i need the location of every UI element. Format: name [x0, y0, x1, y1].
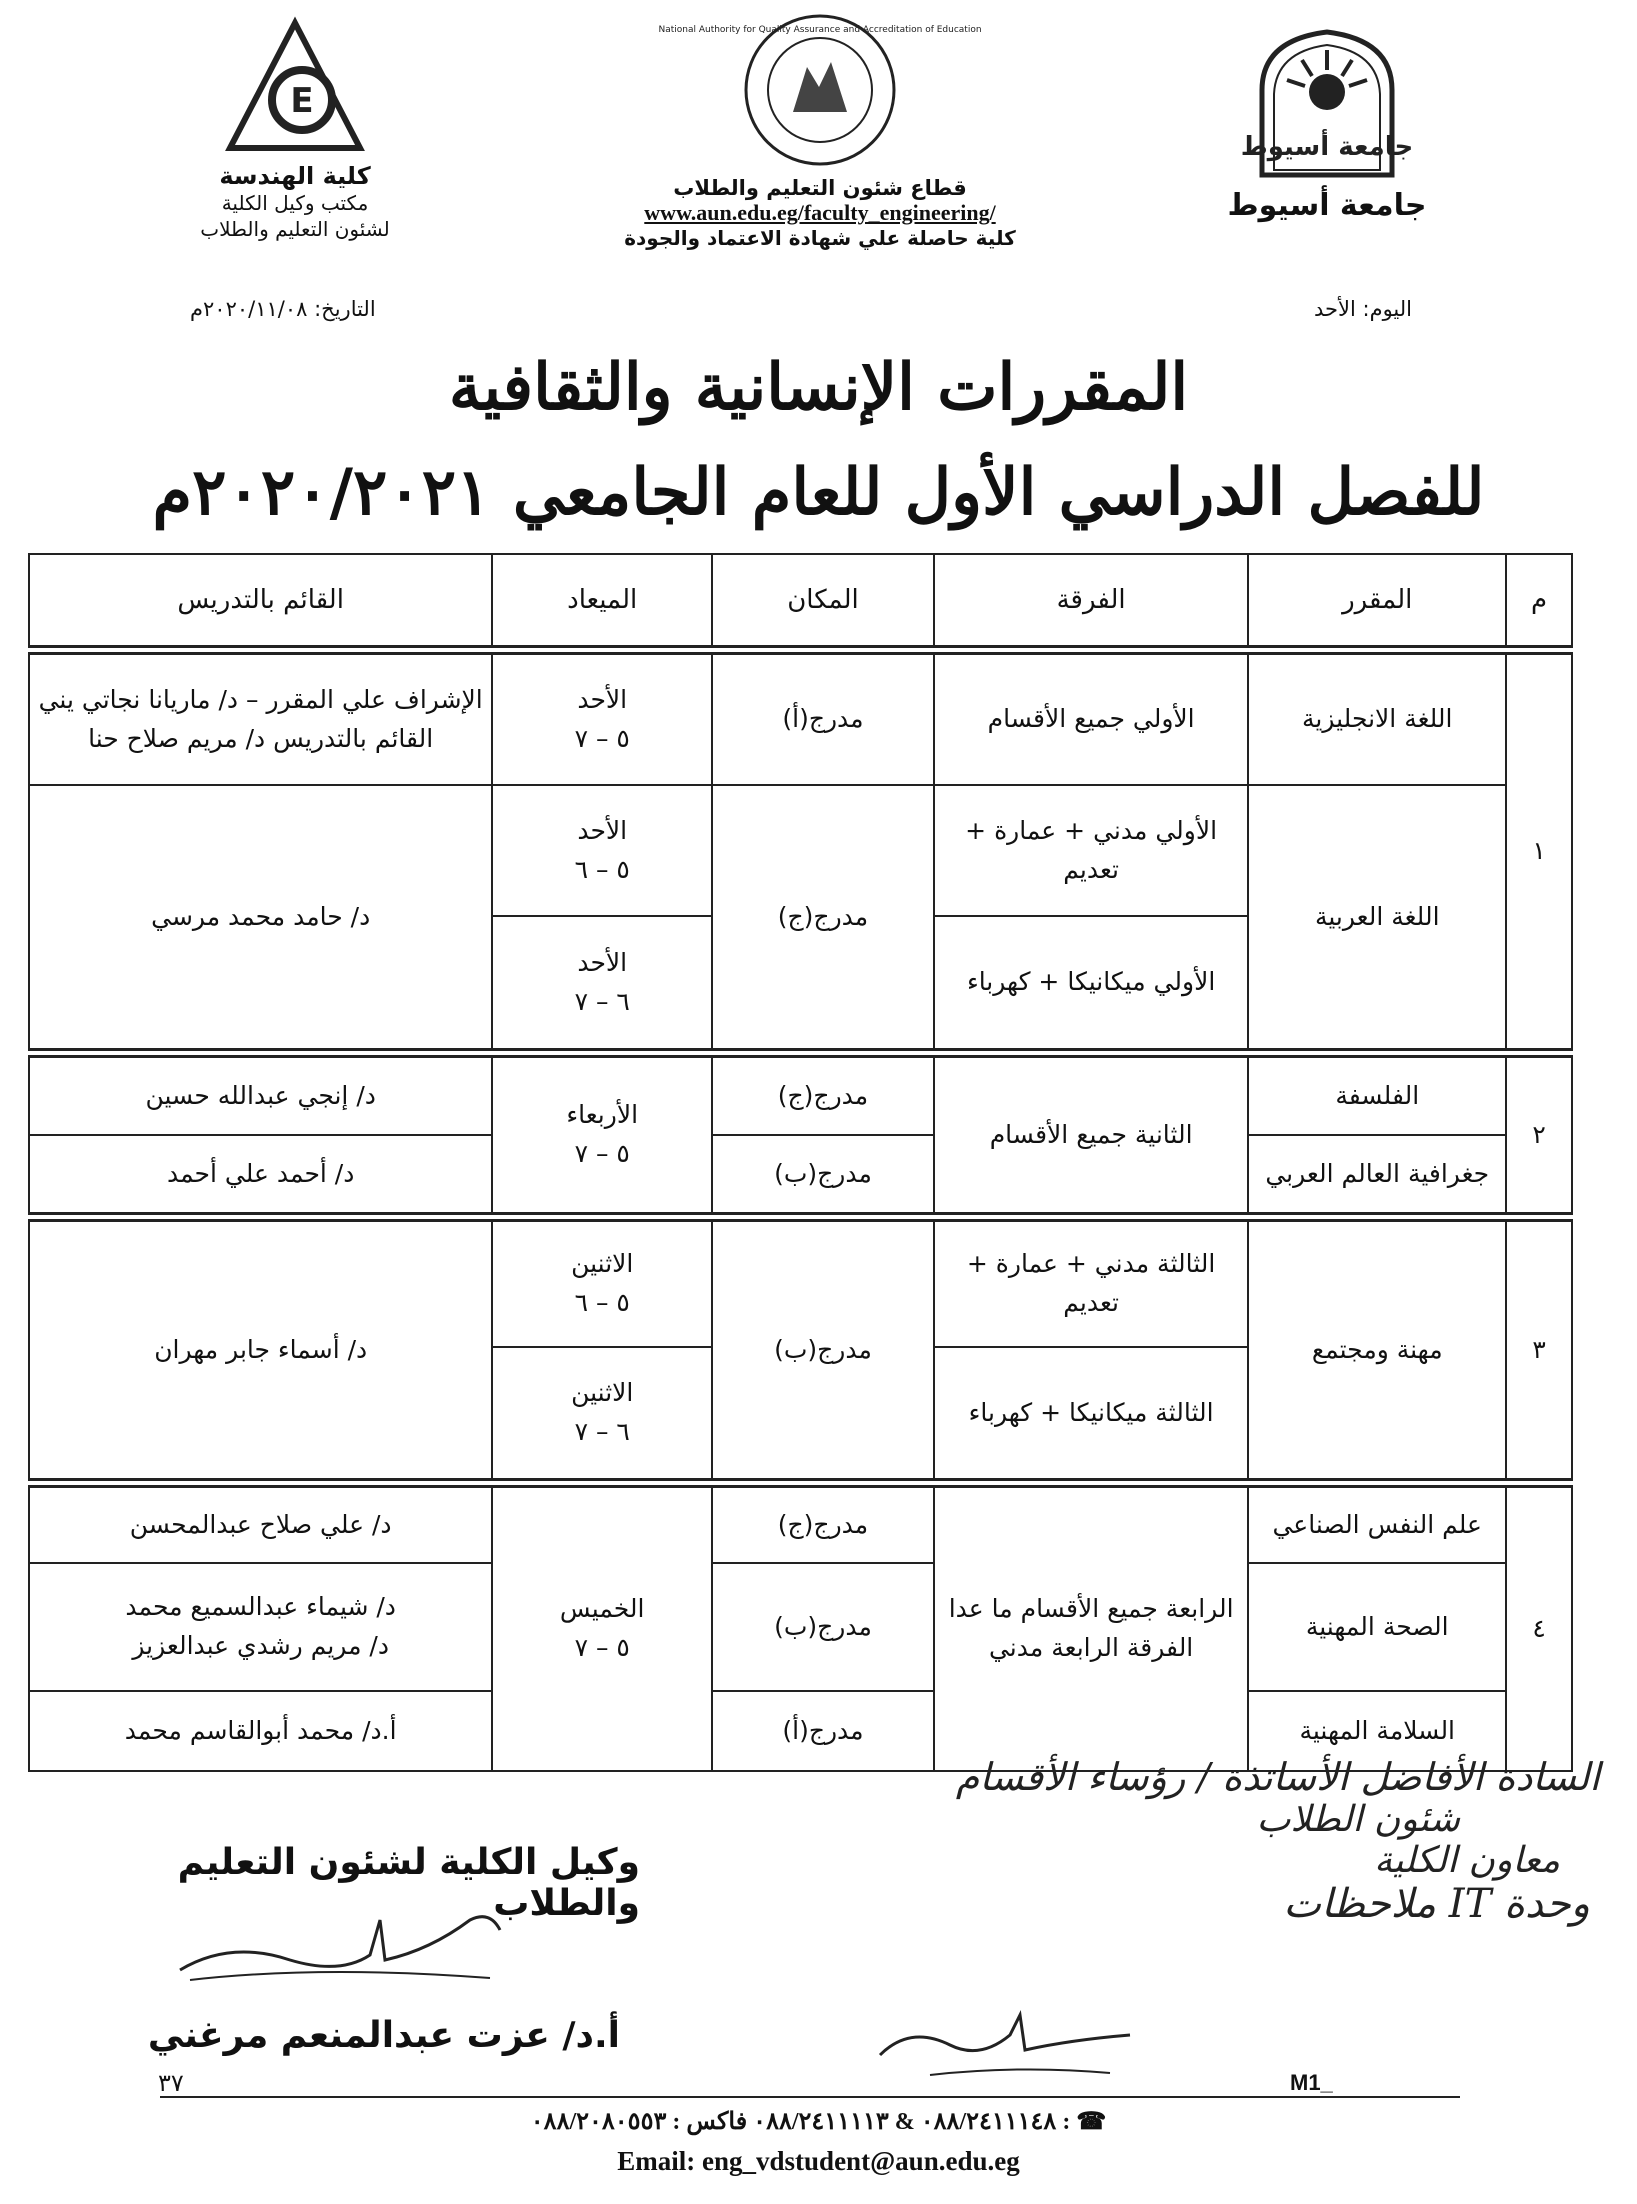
document-title: المقررات الإنسانية والثقافية: [448, 350, 1189, 425]
faculty-block: [180, 18, 410, 242]
time-cell: [492, 1347, 712, 1483]
university-block: [1227, 20, 1427, 223]
time-cell: [492, 785, 712, 916]
handwritten-line: وحدة IT ملاحظات: [1283, 1881, 1590, 1927]
place-cell: مدرج(ج): [712, 1053, 934, 1135]
place-cell: مدرج(ب): [712, 1217, 934, 1483]
center-header: [560, 12, 1080, 250]
table-row: [29, 650, 1572, 785]
place-cell: مدرج(ب): [712, 1563, 934, 1691]
approval-signature-icon: [870, 2005, 1150, 2085]
university-name: جامعة أسيوط: [1227, 188, 1427, 223]
course-cell: الصحة المهنية: [1248, 1563, 1506, 1691]
day-text: الخميس: [559, 1594, 645, 1624]
hours-text: ٥ – ٧: [574, 1139, 630, 1168]
row-number: ٢: [1506, 1053, 1572, 1217]
header-course: المقرر: [1248, 554, 1506, 650]
table-row: [29, 1053, 1572, 1135]
day-text: الاثنين: [571, 1378, 634, 1408]
table-row: [29, 1483, 1572, 1563]
hours-text: ٦ – ٧: [574, 1417, 630, 1446]
row-number: ١: [1506, 650, 1572, 1053]
faculty-website-link[interactable]: www.aun.edu.eg/faculty_engineering/: [644, 200, 996, 225]
svg-text:جامعة أسيوط: جامعة أسيوط: [1240, 132, 1414, 162]
course-cell: السلامة المهنية: [1248, 1691, 1506, 1771]
hours-text: ٥ – ٧: [574, 723, 630, 753]
table-row: [29, 1217, 1572, 1347]
svg-text:E: E: [290, 81, 314, 121]
handwritten-line: السادة الأفاضل الأساتذة / رؤساء الأقسام: [955, 1755, 1600, 1799]
level-cell: الأولي ميكانيكا + كهرباء: [934, 916, 1249, 1053]
handwritten-note: [860, 1755, 1600, 1927]
office-name: مكتب وكيل الكلية: [221, 191, 369, 215]
course-cell: الفلسفة: [1248, 1053, 1506, 1135]
place-cell: مدرج(أ): [712, 1691, 934, 1771]
course-cell: اللغة العربية: [1248, 785, 1506, 1053]
date-label: التاريخ: ٢٠٢٠/١١/٠٨م: [190, 297, 376, 321]
place-cell: مدرج(ب): [712, 1135, 934, 1217]
form-code: M1_: [1290, 2070, 1333, 2095]
time-cell: [492, 650, 712, 785]
place-cell: مدرج(ج): [712, 1483, 934, 1563]
day-text: الأربعاء: [566, 1100, 639, 1130]
instructor-text: القائم بالتدريس د/ مريم صلاح حنا: [88, 723, 434, 753]
day-text: الاثنين: [571, 1249, 634, 1279]
time-cell: [492, 916, 712, 1053]
sector-name: قطاع شئون التعليم والطلاب: [673, 176, 967, 200]
level-cell: الأولي جميع الأقسام: [934, 650, 1249, 785]
time-cell: [492, 1217, 712, 1347]
course-cell: علم النفس الصناعي: [1248, 1483, 1506, 1563]
row-number: ٤: [1506, 1483, 1572, 1771]
faculty-name: كلية الهندسة: [219, 162, 371, 190]
instructor-text: د/ مريم رشدي عبدالعزيز: [132, 1631, 389, 1660]
level-cell: الثالثة مدني + عمارة + تعديم: [934, 1217, 1249, 1347]
table-row: [29, 1135, 1572, 1217]
hours-text: ٥ – ٦: [574, 1288, 630, 1317]
instructor-cell: [29, 1563, 492, 1691]
instructor-cell: د/ أحمد علي أحمد: [29, 1135, 492, 1217]
instructor-cell: أ.د/ محمد أبوالقاسم محمد: [29, 1691, 492, 1771]
course-cell: مهنة ومجتمع: [1248, 1217, 1506, 1483]
document-subtitle: للفصل الدراسي الأول للعام الجامعي ٢٠٢٠/٢٠٢١م: [152, 455, 1485, 530]
header-place: المكان: [712, 554, 934, 650]
level-cell: الرابعة جميع الأقسام ما عدا الفرقة الرابعة مدني: [934, 1483, 1249, 1771]
header-level: الفرقة: [934, 554, 1249, 650]
handwritten-line: معاون الكلية: [1374, 1840, 1560, 1881]
time-cell: [492, 1053, 712, 1217]
day-text: الأحد: [577, 947, 628, 977]
instructor-cell: [29, 650, 492, 785]
handwritten-line: شئون الطلاب: [1256, 1799, 1460, 1840]
level-cell: الثانية جميع الأقسام: [934, 1053, 1249, 1217]
dean-name: أ.د/ عزت عبدالمنعم مرغني: [147, 2015, 620, 2056]
hours-text: ٥ – ٧: [574, 1633, 630, 1662]
accreditation-note: كلية حاصلة علي شهادة الاعتماد والجودة: [624, 226, 1016, 250]
instructor-cell: د/ إنجي عبدالله حسين: [29, 1053, 492, 1135]
course-cell: جغرافية العالم العربي: [1248, 1135, 1506, 1217]
instructor-cell: د/ علي صلاح عبدالمحسن: [29, 1483, 492, 1563]
level-cell: الأولي مدني + عمارة + تعديم: [934, 785, 1249, 916]
dean-signature-icon: [170, 1900, 510, 1990]
header-time: الميعاد: [492, 554, 712, 650]
day-label: اليوم: الأحد: [1314, 297, 1412, 321]
svg-text:National Authority for Quality: National Authority for Quality Assurance and Accreditation of Education: [658, 25, 982, 35]
time-cell: [492, 1483, 712, 1771]
schedule-table: [28, 553, 1573, 1772]
instructor-cell: د/ حامد محمد مرسي: [29, 785, 492, 1053]
header-num: م: [1506, 554, 1572, 650]
day-text: الأحد: [577, 815, 628, 845]
faculty-logo-icon: [220, 18, 370, 158]
place-cell: مدرج(أ): [712, 650, 934, 785]
row-number: ٣: [1506, 1217, 1572, 1483]
hours-text: ٦ – ٧: [574, 986, 630, 1016]
place-cell: مدرج(ج): [712, 785, 934, 1053]
table-row: [29, 785, 1572, 916]
accreditation-seal-icon: [658, 12, 982, 172]
contact-info: ☎ : ٠٨٨/٢٤١١١٤٨ & ٠٨٨/٢٤١١١١٣ فاكس : ٠٨٨/٢٠٨٠٥٥٣: [530, 2109, 1107, 2135]
level-cell: الثالثة ميكانيكا + كهرباء: [934, 1347, 1249, 1483]
footer-divider: [160, 2096, 1460, 2098]
instructor-text: د/ شيماء عبدالسميع محمد: [125, 1592, 396, 1622]
university-logo-icon: [1242, 20, 1412, 180]
email-address[interactable]: Email: eng_vdstudent@aun.edu.eg: [617, 2146, 1020, 2176]
course-cell: اللغة الانجليزية: [1248, 650, 1506, 785]
day-text: الأحد: [577, 684, 628, 714]
instructor-cell: د/ أسماء جابر مهران: [29, 1217, 492, 1483]
table-row: [29, 1563, 1572, 1691]
instructor-text: الإشراف علي المقرر – د/ ماريانا نجاتي يني: [38, 684, 483, 714]
hours-text: ٥ – ٦: [574, 854, 630, 884]
dean-title: وكيل الكلية لشئون التعليم والطلاب: [177, 1842, 640, 1924]
page-number: ٣٧: [158, 2069, 184, 2097]
office-sub: لشئون التعليم والطلاب: [200, 217, 390, 241]
header-instructor: القائم بالتدريس: [29, 554, 492, 650]
table-header-row: [29, 554, 1572, 650]
